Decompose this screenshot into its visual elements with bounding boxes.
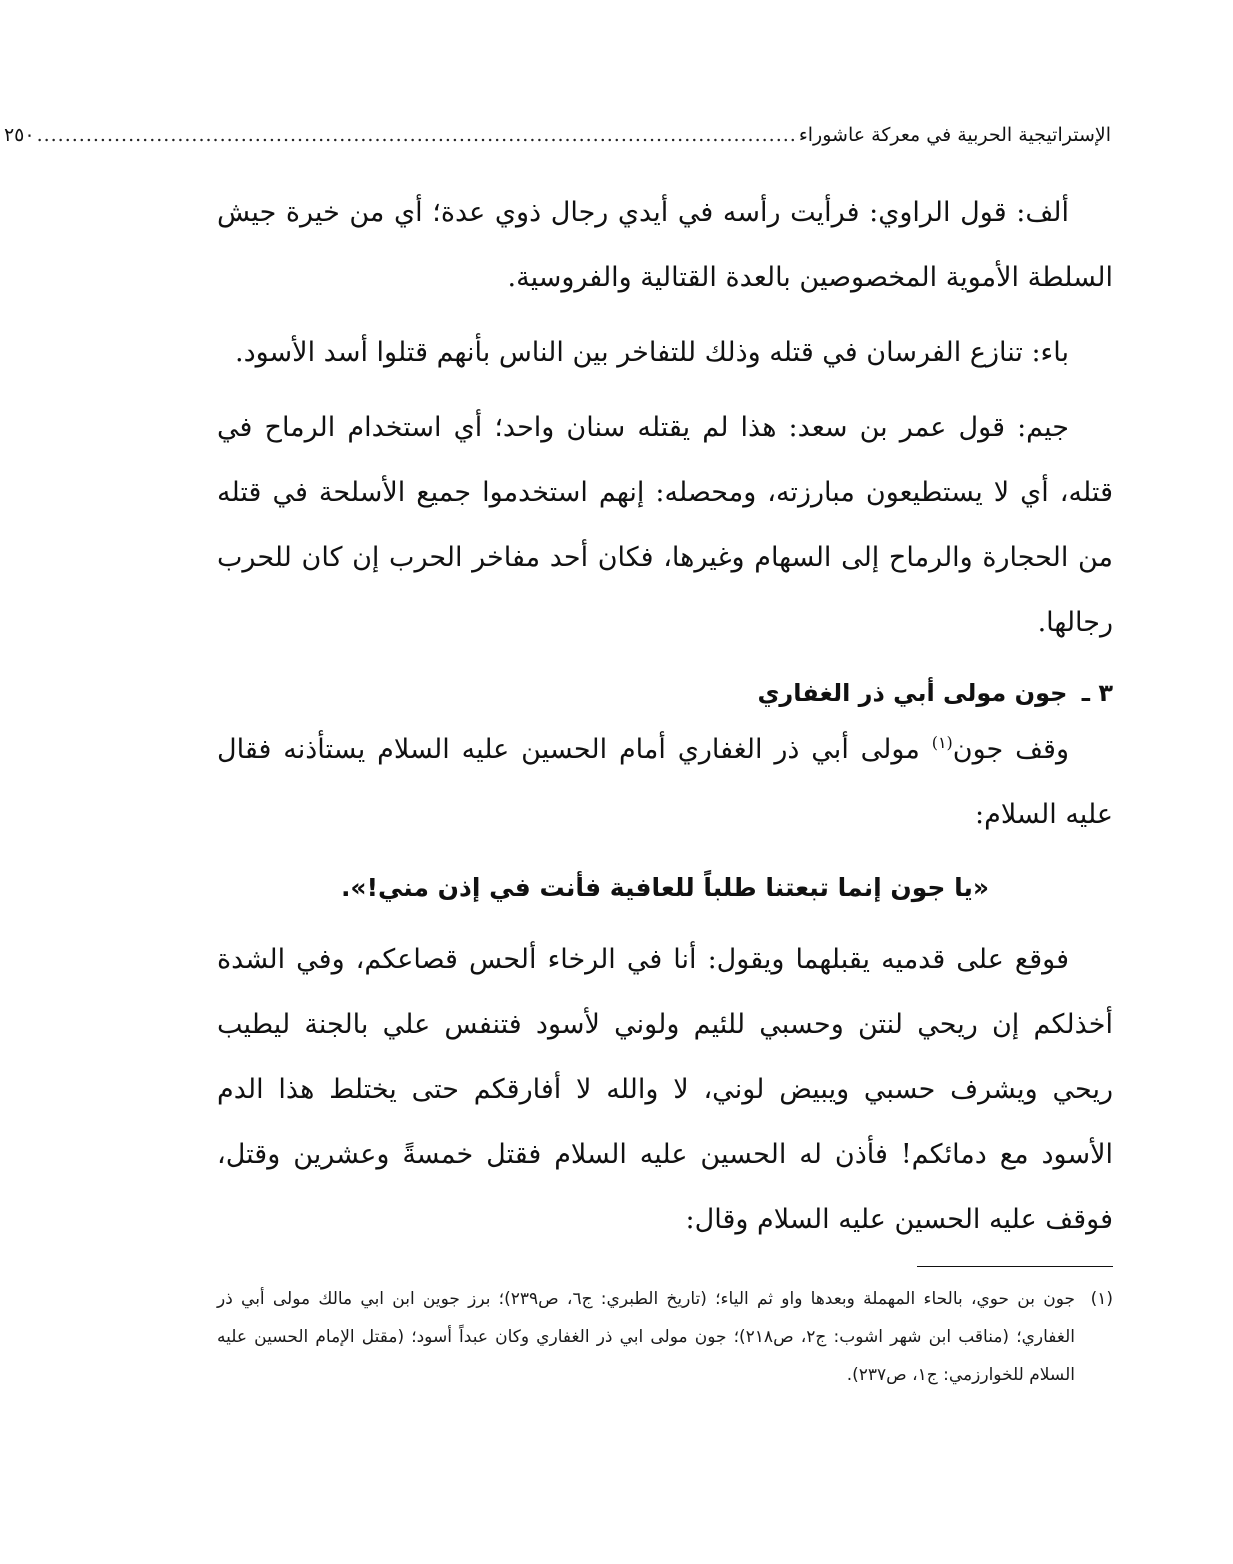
footnote-separator — [917, 1266, 1113, 1267]
paragraph-alif: ألف: قول الراوي: فرأيت رأسه في أيدي رجال ذوي عدة؛ أي من خيرة جيش السلطة الأموية المخصوصين بالعدة القتالية والفروسية. — [217, 197, 1113, 293]
footnote-reference: (١) — [931, 733, 953, 752]
footnotes — [217, 1280, 1113, 1394]
paragraph-jim: جيم: قول عمر بن سعد: هذا لم يقتله سنان واحد؛ أي استخدام الرماح في قتله، أي لا يستطيعون مبارزته، ومحصله: إنهم استخدموا جميع الأسلحة في قتله من الحجارة والرماح إلى السهام وغيرها، فكان أحد مفاخر الحرب إن كان للحرب رجالها. — [217, 412, 1113, 638]
document-page — [3, 0, 1113, 1564]
section-heading — [217, 669, 1113, 717]
paragraph-jawn-end: مولى أبي ذر الغفاري أمام الحسين عليه السلام يستأذنه فقال عليه السلام: — [217, 734, 1113, 830]
paragraph-jawn-start: وقف جون — [952, 734, 1070, 765]
paragraph-jawn — [217, 717, 1113, 847]
footnote-marker: (١) — [1090, 1289, 1113, 1309]
paragraph-ba: باء: تنازع الفرسان في قتله وذلك للتفاخر بين الناس بأنهم قتلوا أسد الأسود. — [235, 337, 1069, 368]
quotation: «يا جون إنما تبعتنا طلباً للعافية فأنت في إذن مني!». — [340, 873, 990, 902]
body-text — [217, 180, 1113, 1262]
running-header — [3, 112, 1113, 146]
footnote-1 — [217, 1280, 1113, 1394]
page-number: ٢٥٠ — [3, 124, 35, 146]
footnote-text: جون بن حوي، بالحاء المهملة وبعدها واو ثم الياء؛ (تاريخ الطبري: ج٦، ص٢٣٩)؛ برز جوين ابن ابي مالك مولى أبي ذر الغفاري؛ (مناقب ابن شهر اشوب: ج٢، ص٢١٨)؛ جون مولى ابي ذر الغفاري وكان عبداً أسود؛ (مقتل الإمام الحسين عليه السلام للخوارزمي: ج١، ص٢٣٧). — [217, 1289, 1075, 1385]
section-title: جون مولى أبي ذر الغفاري — [757, 679, 1068, 707]
leader-dots: ............................................................................................................ — [36, 124, 797, 146]
section-number: ٣ ـ — [1081, 679, 1113, 707]
book-title: الإستراتيجية الحربية في معركة عاشوراء — [798, 124, 1111, 146]
paragraph-fawaqa: فوقع على قدميه يقبلهما ويقول: أنا في الرخاء ألحس قصاعكم، وفي الشدة أخذلكم إن ريحي لنتن وحسبي للئيم ولوني لأسود فتنفس علي بالجنة ليطيب ريحي ويشرف حسبي ويبيض لوني، لا والله لا أفارقكم حتى يختلط هذا الدم الأسود مع دمائكم! فأذن له الحسين عليه السلام فقتل خمسةً وعشرين وقتل، فوقف عليه الحسين عليه السلام وقال: — [217, 944, 1113, 1235]
